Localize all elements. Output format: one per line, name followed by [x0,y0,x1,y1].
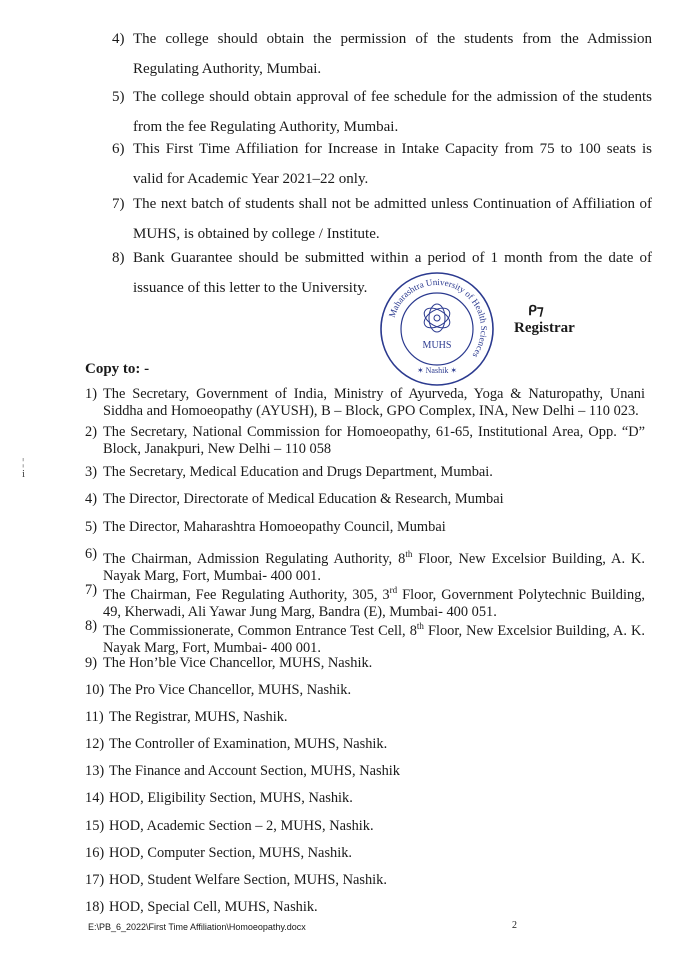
margin-mark: ¦ [22,456,25,468]
copy-item-number: 13) [85,763,105,779]
copy-item-number: 12) [85,736,105,752]
copy-list-item [85,818,645,835]
copy-item-text: HOD, Special Cell, MUHS, Nashik. [109,899,318,915]
copy-list-item [85,736,645,753]
copy-item-text: The Secretary, National Commission for Homoeopathy, 61-65, Institutional Area, Opp. “D” Block, Janakpuri, New Delhi – 110 058 [103,424,645,457]
copy-item-text: The Director, Directorate of Medical Education & Research, Mumbai [103,491,504,507]
copy-item-number: 7) [85,582,97,598]
copy-list-item [85,424,645,458]
condition-item [112,134,652,194]
copy-item-number: 9) [85,655,97,671]
copy-item-text: The Registrar, MUHS, Nashik. [109,709,288,725]
copy-item-text: The Controller of Examination, MUHS, Nashik. [109,736,388,752]
copy-item-number: 8) [85,618,97,634]
copy-item-text: The Secretary, Medical Education and Drugs Department, Mumbai. [103,464,493,480]
copy-list-item [85,899,645,916]
copy-item-number: 16) [85,845,105,861]
copy-list-item [85,546,645,585]
seal-ring-text: Maharashtra University of Health Sciences [386,276,490,360]
copy-list-item [85,872,645,889]
registrar-signature: ᑭ⁊ [528,304,544,319]
condition-text: The college should obtain approval of fee schedule for the admission of the students from the fee Regulating Authority, Mumbai. [133,89,652,135]
copy-list-item [85,519,645,536]
registrar-label: Registrar [514,320,575,336]
copy-item-text: The Chairman, Fee Regulating Authority, 305, 3rd Floor, Government Polytechnic Building, 49, Kherwadi, Ali Yawar Jung Marg, Bandra (E), Mumbai- 400 051. [103,585,645,620]
copy-list-item [85,655,645,672]
copy-item-text: The Finance and Account Section, MUHS, Nashik [109,763,400,779]
condition-item [112,24,652,84]
condition-item [112,82,652,142]
copy-list-item [85,682,645,699]
copy-item-text: HOD, Student Welfare Section, MUHS, Nashik. [109,872,387,888]
copy-item-text: The Hon’ble Vice Chancellor, MUHS, Nashik. [103,655,373,671]
copy-list-item [85,386,645,420]
copy-item-number: 18) [85,899,105,915]
page-number: 2 [512,920,517,931]
copy-list-item [85,763,645,780]
copy-list-item [85,790,645,807]
condition-text: The next batch of students shall not be admitted unless Continuation of Affiliation of MUHS, is obtained by college / Institute. [133,196,652,242]
copy-item-text: HOD, Eligibility Section, MUHS, Nashik. [109,790,353,806]
copy-item-number: 11) [85,709,104,725]
condition-item [112,189,652,249]
copy-item-text: The Commissionerate, Common Entrance Test Cell, 8th Floor, New Excelsior Building, A. K. Nayak Marg, Fort, Mumbai- 400 001. [103,621,645,656]
university-seal [378,270,496,388]
copy-list-item [85,845,645,862]
copy-list-item [85,709,645,726]
copy-item-text: The Pro Vice Chancellor, MUHS, Nashik. [109,682,352,698]
copy-list-item [85,491,645,508]
copy-item-text: HOD, Academic Section – 2, MUHS, Nashik. [109,818,374,834]
copy-item-text: The Director, Maharashtra Homoeopathy Council, Mumbai [103,519,446,535]
copy-item-number: 1) [85,386,97,402]
seal-emblem-icon [421,304,453,332]
seal-bottom-text: ✶ Nashik ✶ [416,366,458,375]
condition-number: 5) [112,89,125,105]
copy-item-text: The Secretary, Government of India, Ministry of Ayurveda, Yoga & Naturopathy, Unani Siddha and Homoeopathy (AYUSH), B – Block, GPO Complex, INA, New Delhi – 110 023. [103,386,645,419]
footer-file-path: E:\PB_6_2022\First Time Affiliation\Homoeopathy.docx [88,922,306,932]
condition-text: The college should obtain the permission of the students from the Admission Regulating Authority, Mumbai. [133,31,652,77]
copy-item-number: 5) [85,519,97,535]
condition-number: 8) [112,250,125,266]
copy-item-number: 14) [85,790,105,806]
condition-text: This First Time Affiliation for Increase in Intake Capacity from 75 to 100 seats is valid for Academic Year 2021–22 only. [133,141,652,187]
copy-item-number: 17) [85,872,105,888]
seal-center-text: MUHS [422,340,452,351]
copy-item-number: 10) [85,682,105,698]
copy-item-number: 15) [85,818,105,834]
copy-item-text: HOD, Computer Section, MUHS, Nashik. [109,845,353,861]
copy-item-number: 2) [85,424,97,440]
condition-number: 4) [112,31,125,47]
copy-to-heading: Copy to: - [85,361,150,377]
condition-number: 6) [112,141,125,157]
condition-text: Bank Guarantee should be submitted within a period of 1 month from the date of issuance of this letter to the University. [133,250,652,296]
copy-list-item [85,582,645,621]
copy-item-number: 3) [85,464,97,480]
margin-mark: i [22,468,26,480]
copy-item-number: 4) [85,491,97,507]
copy-list-item [85,618,645,657]
copy-list-item [85,464,645,481]
copy-item-text: The Chairman, Admission Regulating Authority, 8th Floor, New Excelsior Building, A. K. Nayak Marg, Fort, Mumbai- 400 001. [103,549,646,584]
copy-item-number: 6) [85,546,97,562]
condition-number: 7) [112,196,125,212]
